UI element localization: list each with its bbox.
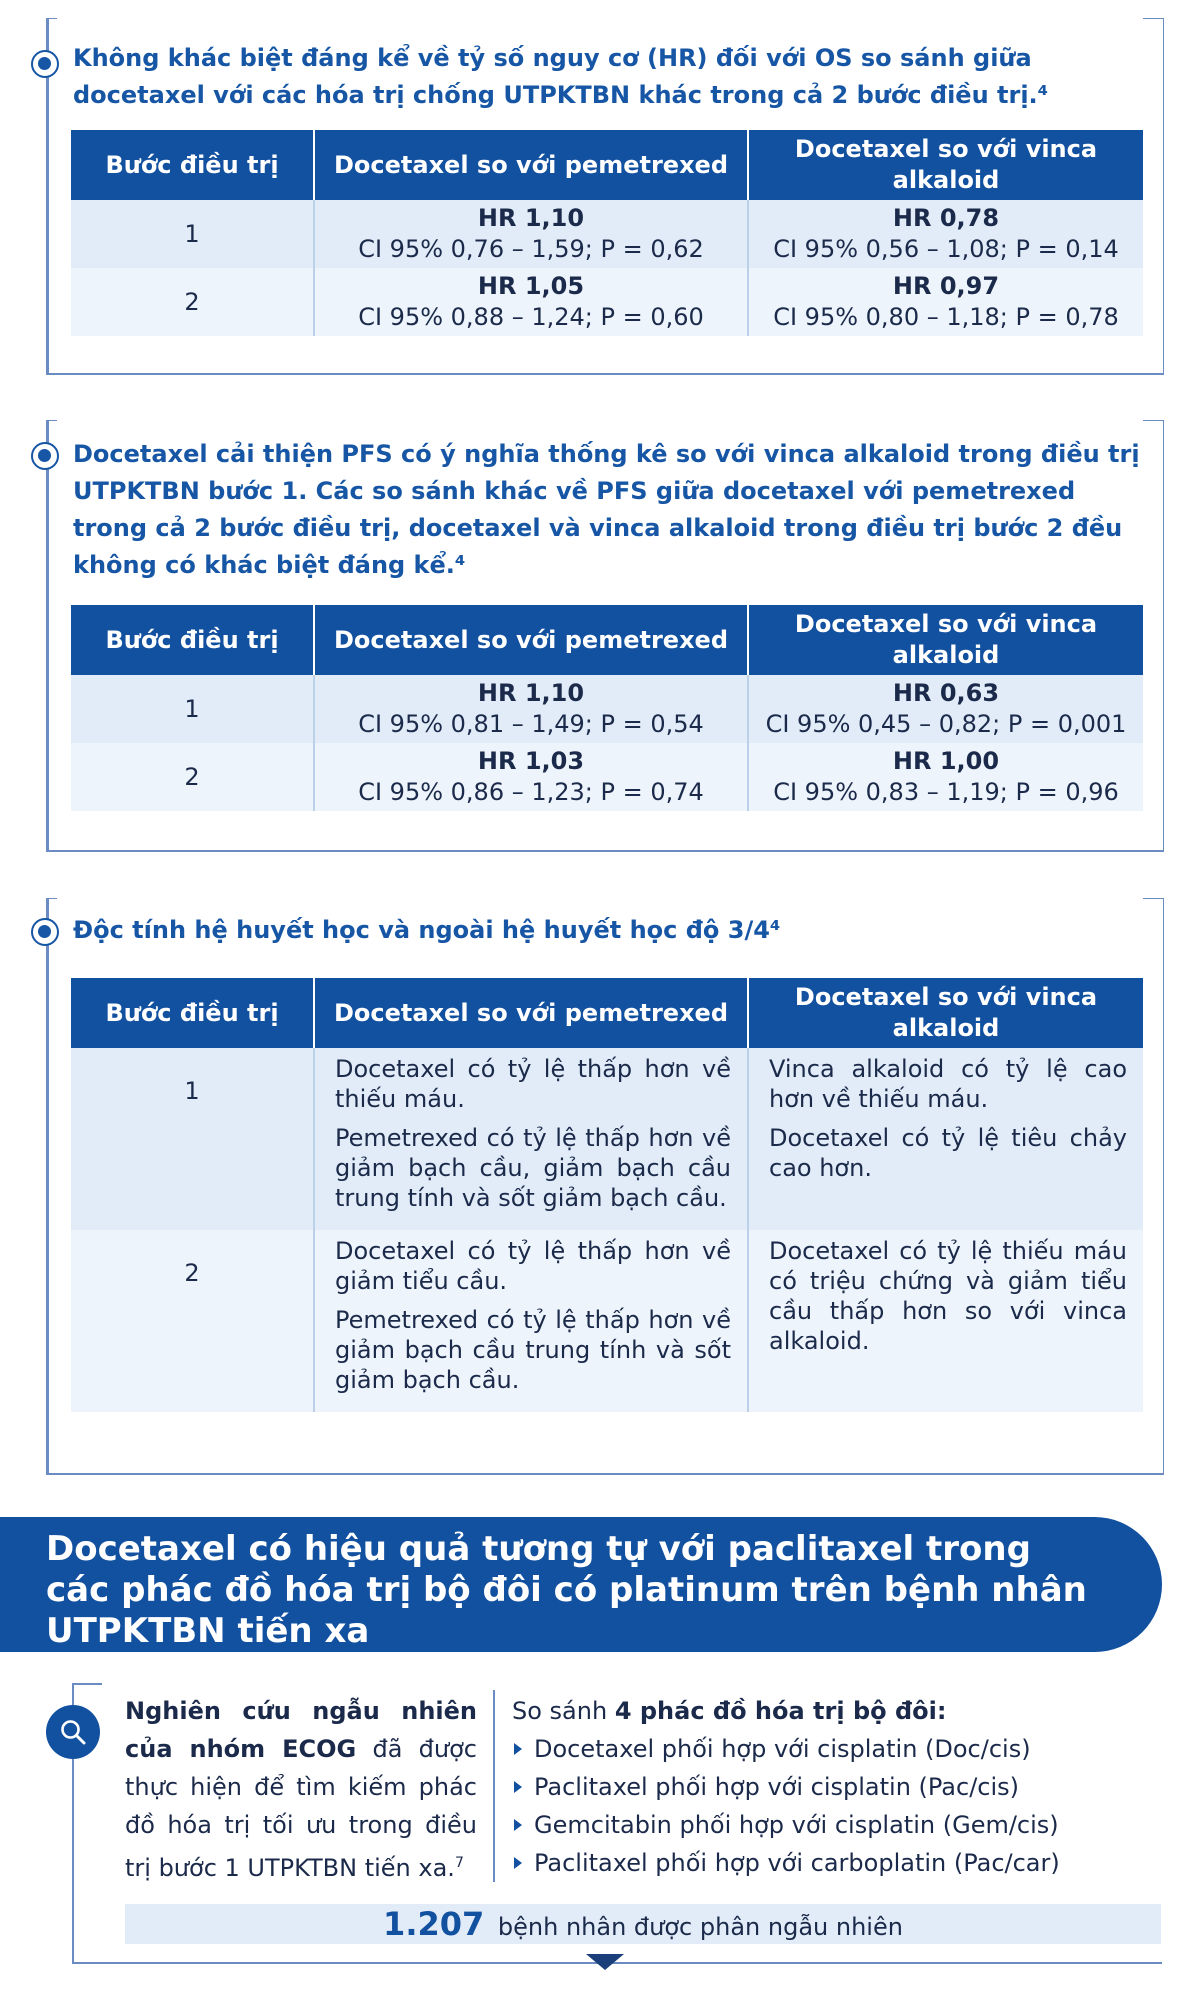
bullet-icon: [31, 918, 59, 946]
list-item: Gemcitabin phối hợp với cisplatin (Gem/cis): [512, 1806, 1162, 1844]
study-rest: đã được thực hiện để tìm kiếm phác đồ hóa trị tối ưu trong điều trị bước 1 UTPKTBN tiến xa.: [125, 1735, 477, 1882]
header-step: Bước điều trị: [71, 605, 314, 675]
toxicity-table: [71, 978, 1143, 1412]
section-banner: [0, 1517, 1162, 1652]
bullet-icon: [31, 50, 59, 78]
divider: [493, 1690, 495, 1882]
divider: [72, 1683, 74, 1705]
table-row: [71, 1048, 1143, 1230]
header-vinca: Docetaxel so với vinca alkaloid: [748, 605, 1143, 675]
finding-text: Pemetrexed có tỷ lệ thấp hơn về giảm bạch cầu trung tính và sốt giảm bạch cầu.: [335, 1306, 731, 1394]
os-table: [71, 130, 1143, 336]
finding-text: Vinca alkaloid có tỷ lệ cao hơn về thiếu máu.: [769, 1055, 1127, 1113]
hr-value: HR 0,63: [892, 679, 1000, 707]
hr-value: HR 1,03: [477, 747, 585, 775]
vinca-cell: [748, 675, 1143, 743]
table-row: [71, 675, 1143, 743]
pemetrexed-cell: [314, 743, 748, 811]
header-pemetrexed: Docetaxel so với pemetrexed: [314, 978, 748, 1048]
toxicity-section: [46, 898, 1164, 1475]
randomized-label: bệnh nhân được phân ngẫu nhiên: [497, 1913, 903, 1941]
os-section: [46, 18, 1164, 375]
bullet-icon: [31, 442, 59, 470]
banner-title: Docetaxel có hiệu quả tương tự với paclitaxel trong các phác đồ hóa trị bộ đôi có platinum trên bệnh nhân UTPKTBN tiến xa: [46, 1529, 1087, 1651]
ci-value: CI 95% 0,83 – 1,19; P = 0,96: [773, 778, 1119, 806]
finding-text: Docetaxel có tỷ lệ tiêu chảy cao hơn.: [769, 1124, 1127, 1182]
step-cell: 2: [71, 1230, 314, 1412]
vinca-cell: [748, 200, 1143, 268]
header-pemetrexed: Docetaxel so với pemetrexed: [314, 130, 748, 200]
toxicity-heading: Độc tính hệ huyết học và ngoài hệ huyết học độ 3/4⁴: [73, 916, 781, 944]
os-heading: Không khác biệt đáng kể về tỷ số nguy cơ (HR) đối với OS so sánh giữa docetaxel với các hóa trị chống UTPKTBN khác trong cả 2 bước điều trị.⁴: [73, 44, 1049, 109]
pemetrexed-cell: [314, 1230, 748, 1412]
list-item: Docetaxel phối hợp với cisplatin (Doc/cis): [512, 1730, 1162, 1768]
search-icon: [46, 1705, 100, 1759]
vinca-cell: [748, 743, 1143, 811]
regimen-list: [512, 1730, 1162, 1882]
compare-intro-text: So sánh: [512, 1697, 615, 1725]
list-item: Paclitaxel phối hợp với cisplatin (Pac/cis): [512, 1768, 1162, 1806]
randomized-count: 1.207: [383, 1905, 485, 1943]
ci-value: CI 95% 0,88 – 1,24; P = 0,60: [358, 303, 704, 331]
step-cell: 1: [71, 200, 314, 268]
study-bold: Nghiên cứu ngẫu nhiên của nhóm ECOG: [125, 1697, 477, 1763]
finding-text: Docetaxel có tỷ lệ thấp hơn về giảm tiểu cầu.: [335, 1237, 731, 1295]
pemetrexed-cell: [314, 268, 748, 336]
header-vinca: Docetaxel so với vinca alkaloid: [748, 978, 1143, 1048]
step-cell: 2: [71, 743, 314, 811]
pfs-heading: Docetaxel cải thiện PFS có ý nghĩa thống kê so với vinca alkaloid trong điều trị UTPKTBN bước 1. Các so sánh khác về PFS giữa docetaxel với pemetrexed trong cả 2 bước điều trị, docetaxel và vinca alkaloid trong điều trị bước 2 đều không có khác biệt đáng kể.⁴: [73, 440, 1140, 579]
vinca-cell: [748, 1048, 1143, 1230]
pemetrexed-cell: [314, 1048, 748, 1230]
table-row: [71, 200, 1143, 268]
divider: [72, 1759, 74, 1964]
header-vinca: Docetaxel so với vinca alkaloid: [748, 130, 1143, 200]
finding-text: Docetaxel có tỷ lệ thiếu máu có triệu chứng và giảm tiểu cầu thấp hơn so với vinca alkaloid.: [769, 1237, 1127, 1355]
hr-value: HR 0,97: [892, 272, 1000, 300]
study-description: [125, 1692, 477, 1887]
compare-intro: [512, 1692, 1162, 1730]
pfs-section: [46, 420, 1164, 852]
study-ref: 7: [454, 1855, 464, 1871]
hr-value: HR 1,05: [477, 272, 585, 300]
ci-value: CI 95% 0,45 – 0,82; P = 0,001: [765, 710, 1127, 738]
step-cell: 2: [71, 268, 314, 336]
ci-value: CI 95% 0,56 – 1,08; P = 0,14: [773, 235, 1119, 263]
divider: [72, 1683, 102, 1685]
compare-intro-bold: 4 phác đồ hóa trị bộ đôi:: [614, 1697, 947, 1725]
step-cell: 1: [71, 1048, 314, 1230]
table-row: [71, 268, 1143, 336]
ci-value: CI 95% 0,81 – 1,49; P = 0,54: [358, 710, 704, 738]
hr-value: HR 1,10: [477, 679, 585, 707]
header-pemetrexed: Docetaxel so với pemetrexed: [314, 605, 748, 675]
pemetrexed-cell: [314, 200, 748, 268]
regimen-comparison: [512, 1692, 1162, 1882]
vinca-cell: [748, 268, 1143, 336]
randomized-box: [125, 1904, 1161, 1944]
step-cell: 1: [71, 675, 314, 743]
hr-value: HR 1,00: [892, 747, 1000, 775]
header-step: Bước điều trị: [71, 130, 314, 200]
vinca-cell: [748, 1230, 1143, 1412]
table-row: [71, 1230, 1143, 1412]
pemetrexed-cell: [314, 675, 748, 743]
table-row: [71, 743, 1143, 811]
finding-text: Docetaxel có tỷ lệ thấp hơn về thiếu máu.: [335, 1055, 731, 1113]
header-step: Bước điều trị: [71, 978, 314, 1048]
ci-value: CI 95% 0,76 – 1,59; P = 0,62: [358, 235, 704, 263]
pfs-table: [71, 605, 1143, 811]
hr-value: HR 0,78: [892, 204, 1000, 232]
ci-value: CI 95% 0,80 – 1,18; P = 0,78: [773, 303, 1119, 331]
ci-value: CI 95% 0,86 – 1,23; P = 0,74: [358, 778, 704, 806]
finding-text: Pemetrexed có tỷ lệ thấp hơn về giảm bạch cầu, giảm bạch cầu trung tính và sốt giảm bạch cầu.: [335, 1124, 731, 1212]
hr-value: HR 1,10: [477, 204, 585, 232]
list-item: Paclitaxel phối hợp với carboplatin (Pac/car): [512, 1844, 1162, 1882]
arrow-down-icon: [586, 1954, 624, 1970]
